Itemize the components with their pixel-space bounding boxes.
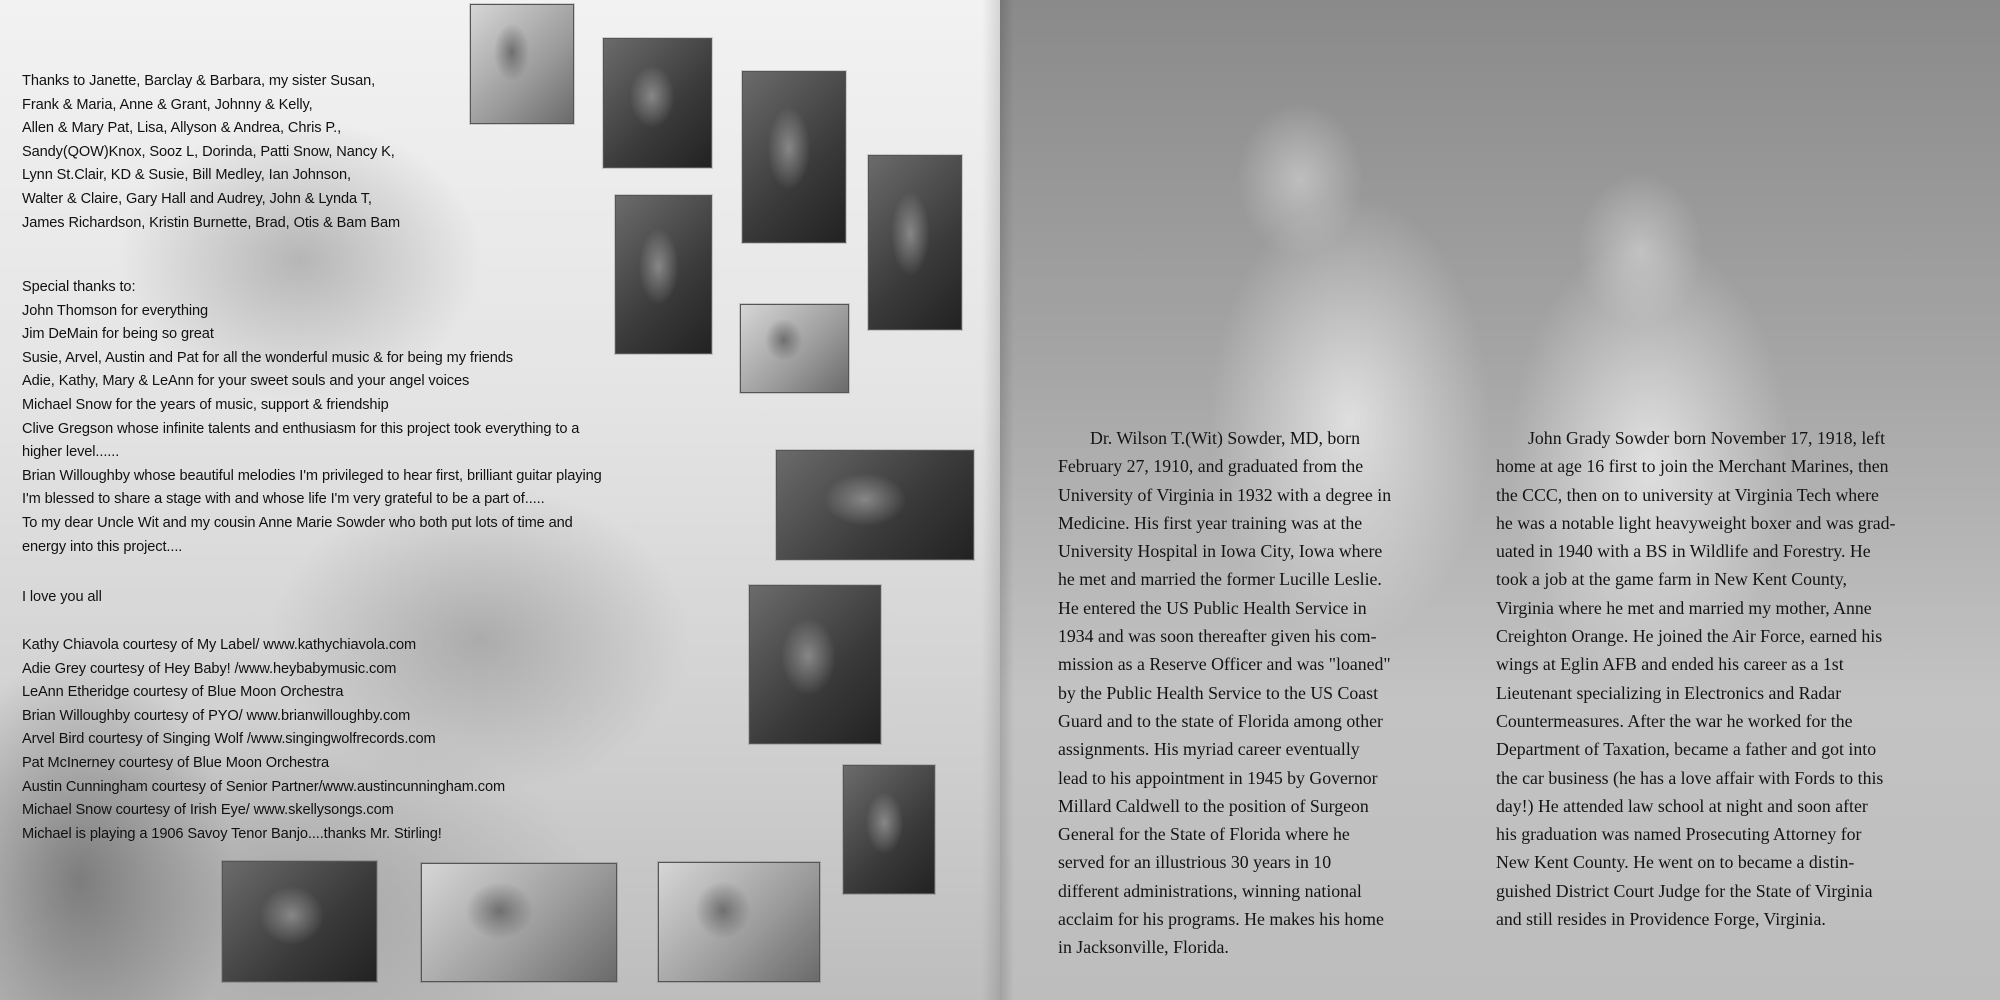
artist-credits [22,634,505,846]
credit-line: Michael Snow courtesy of Irish Eye/ www.skellysongs.com [22,802,394,819]
photo-bass-player [749,585,881,744]
bio-line: in Jacksonville, Florida. [1058,937,1229,958]
bio-line: different administrations, winning national [1058,880,1362,901]
credit-line: Michael is playing a 1906 Savoy Tenor Banjo....thanks Mr. Stirling! [22,825,442,842]
bio-line: assignments. His myriad career eventually [1058,739,1360,760]
bio-line: New Kent County. He went on to became a distin- [1496,852,1855,873]
bio-line: Lieutenant specializing in Electronics and Radar [1496,682,1842,703]
special-thanks-line: To my dear Uncle Wit and my cousin Anne Marie Sowder who both put lots of time and [22,514,573,531]
thanks-paragraph [22,70,400,235]
special-thanks-heading: Special thanks to: [22,279,136,295]
bio-line: acclaim for his programs. He makes his home [1058,909,1384,930]
bio-line: by the Public Health Service to the US Coast [1058,682,1379,703]
credit-line: Kathy Chiavola courtesy of My Label/ www.kathychiavola.com [22,637,417,653]
photo-studio-group [776,450,974,560]
photo-engineer-console [742,71,846,243]
thanks-line: Walter & Claire, Gary Hall and Audrey, John & Lynda T, [22,190,372,207]
special-thanks-line: energy into this project.... [22,538,183,555]
photo-two-women [222,861,377,982]
credit-line: Arvel Bird courtesy of Singing Wolf /www.singingwolfrecords.com [22,731,436,748]
bio-line: day!) He attended law school at night and soon after [1496,795,1868,816]
bio-line: Virginia where he met and married my mother, Anne [1496,597,1872,618]
bio-line: he met and married the former Lucille Leslie. [1058,569,1382,590]
bio-line: home at age 16 first to join the Merchant Marines, then [1496,456,1889,477]
bio-line: Department of Taxation, became a father and got into [1496,739,1877,760]
bio-line: Dr. Wilson T.(Wit) Sowder, MD, born [1090,428,1360,448]
photo-man-with-mandolin [843,765,935,894]
credit-line: Brian Willoughby courtesy of PYO/ www.brianwilloughby.com [22,707,411,724]
special-thanks-line: Michael Snow for the years of music, support & friendship [22,396,389,413]
bio-line: lead to his appointment in 1945 by Governor [1058,767,1378,788]
special-thanks-line: I'm blessed to share a stage with and whose life I'm very grateful to be a part of..... [22,491,545,508]
special-thanks-line: higher level...... [22,444,120,461]
bio-line: February 27, 1910, and graduated from the [1058,456,1364,477]
bio-line: guished District Court Judge for the State of Virginia [1496,880,1873,901]
bio-line: University of Virginia in 1932 with a degree in [1058,484,1392,505]
special-thanks-line: Clive Gregson whose infinite talents and enthusiasm for this project took everything to a [22,420,580,437]
bio-line: 1934 and was soon thereafter given his com- [1058,626,1377,647]
bio-line: He entered the US Public Health Service in [1058,597,1367,618]
special-thanks-line: Brian Willoughby whose beautiful melodies I'm privileged to hear first, brilliant guitar playing [22,467,602,484]
love-line: I love you all [22,589,102,605]
photo-guitarist-doorway [868,155,962,330]
special-thanks-line: John Thomson for everything [22,302,209,319]
special-thanks-line: Adie, Kathy, Mary & LeAnn for your sweet souls and your angel voices [22,373,470,390]
bio-line: took a job at the game farm in New Kent County, [1496,569,1847,590]
photo-two-men [470,4,574,124]
bio-line: and still resides in Providence Forge, Virginia. [1496,909,1826,930]
credit-line: Austin Cunningham courtesy of Senior Partner/www.austincunningham.com [22,778,506,795]
photo-singers-duo [658,862,820,982]
thanks-line: Frank & Maria, Anne & Grant, Johnny & Kelly, [22,96,313,113]
bio-line: served for an illustrious 30 years in 10 [1058,852,1332,873]
thanks-line: Thanks to Janette, Barclay & Barbara, my sister Susan, [22,73,376,89]
bio-line: Millard Caldwell to the position of Surgeon [1058,795,1369,816]
bio-line: General for the State of Florida where he [1058,824,1350,845]
bio-wilson-sowder [1058,424,1391,962]
bio-line: Guard and to the state of Florida among other [1058,710,1383,731]
bio-line: Creighton Orange. He joined the Air Force, earned his [1496,626,1883,647]
credit-line: Pat McInerney courtesy of Blue Moon Orchestra [22,754,329,771]
bio-line: John Grady Sowder born November 17, 1918, left [1528,428,1886,448]
bio-line: the CCC, then on to university at Virginia Tech where [1496,484,1879,505]
thanks-line: James Richardson, Kristin Burnette, Brad, Otis & Bam Bam [22,214,401,231]
special-thanks-paragraph [22,276,602,559]
special-thanks-line: Jim DeMain for being so great [22,326,214,343]
bio-line: Countermeasures. After the war he worked for the [1496,710,1853,731]
bio-line: uated in 1940 with a BS in Wildlife and Forestry. He [1496,541,1871,562]
right-page [1000,0,2000,1000]
photo-banjo-player [603,38,712,168]
bio-line: his graduation was named Prosecuting Attorney for [1496,824,1862,845]
credit-line: LeAnn Etheridge courtesy of Blue Moon Orchestra [22,684,344,701]
bio-line: mission as a Reserve Officer and was "loaned" [1058,654,1391,675]
photo-three-women [421,863,617,982]
thanks-line: Lynn St.Clair, KD & Susie, Bill Medley, Ian Johnson, [22,167,351,184]
bio-line: wings at Eglin AFB and ended his career as a 1st [1496,654,1844,675]
photo-guitar-player [615,195,712,354]
bio-line: Medicine. His first year training was at the [1058,512,1363,533]
bio-line: University Hospital in Iowa City, Iowa where [1058,541,1383,562]
special-thanks-line: Susie, Arvel, Austin and Pat for all the wonderful music & for being my friends [22,349,513,366]
credit-line: Adie Grey courtesy of Hey Baby! /www.heybabymusic.com [22,660,397,677]
bio-line: the car business (he has a love affair with Fords to this [1496,767,1884,788]
thanks-line: Sandy(QOW)Knox, Sooz L, Dorinda, Patti Snow, Nancy K, [22,143,395,160]
bio-line: he was a notable light heavyweight boxer and was grad- [1496,512,1896,533]
photo-man-with-instrument [740,304,849,393]
bio-john-sowder [1496,424,1895,933]
thanks-line: Allen & Mary Pat, Lisa, Allyson & Andrea, Chris P., [22,120,342,137]
